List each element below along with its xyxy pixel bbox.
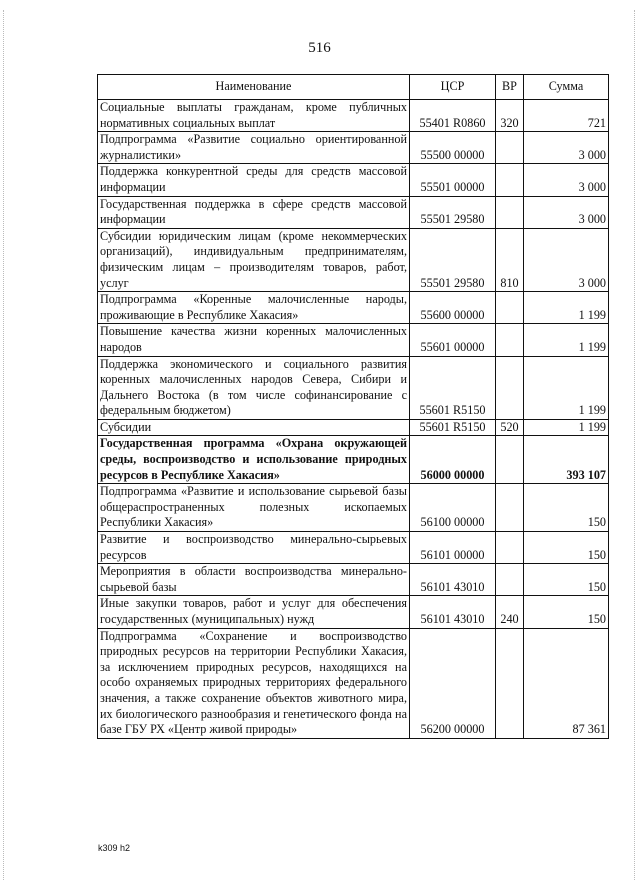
page-number: 516 xyxy=(308,40,331,56)
row-csr: 55501 29580 xyxy=(410,196,496,228)
row-vr xyxy=(496,356,524,419)
row-vr xyxy=(496,292,524,324)
row-csr: 56200 00000 xyxy=(410,628,496,738)
row-csr: 55600 00000 xyxy=(410,292,496,324)
row-name: Иные закупки товаров, работ и услуг для обеспечения государственных (муниципальных) нужд xyxy=(98,596,410,628)
row-sum: 1 199 xyxy=(524,292,609,324)
row-csr: 56101 00000 xyxy=(410,532,496,564)
row-name: Государственная программа «Охрана окружающей среды, воспроизводство и использование природных ресурсов в Республике Хакасия» xyxy=(98,436,410,484)
header-name: Наименование xyxy=(98,75,410,100)
table-row xyxy=(98,564,609,596)
row-csr: 56101 43010 xyxy=(410,564,496,596)
table-row xyxy=(98,164,609,196)
table-row xyxy=(98,436,609,484)
table-row xyxy=(98,292,609,324)
row-name: Государственная поддержка в сфере средств массовой информации xyxy=(98,196,410,228)
row-vr xyxy=(496,628,524,738)
row-csr: 55401 R0860 xyxy=(410,100,496,132)
row-sum: 150 xyxy=(524,596,609,628)
row-sum: 1 199 xyxy=(524,324,609,356)
row-sum: 150 xyxy=(524,484,609,532)
row-name: Повышение качества жизни коренных малочисленных народов xyxy=(98,324,410,356)
row-vr: 320 xyxy=(496,100,524,132)
table-row xyxy=(98,484,609,532)
row-vr xyxy=(496,436,524,484)
row-sum: 393 107 xyxy=(524,436,609,484)
header-sum: Сумма xyxy=(524,75,609,100)
table-row xyxy=(98,228,609,291)
table-row xyxy=(98,324,609,356)
table-row xyxy=(98,596,609,628)
row-sum: 3 000 xyxy=(524,196,609,228)
row-sum: 721 xyxy=(524,100,609,132)
row-name: Социальные выплаты гражданам, кроме публичных нормативных социальных выплат xyxy=(98,100,410,132)
table-row xyxy=(98,132,609,164)
table-row xyxy=(98,628,609,738)
right-edge-mark xyxy=(634,10,636,880)
table-row xyxy=(98,419,609,436)
row-csr: 56000 00000 xyxy=(410,436,496,484)
row-name: Развитие и воспроизводство минерально-сырьевых ресурсов xyxy=(98,532,410,564)
row-sum: 150 xyxy=(524,564,609,596)
table-header-row xyxy=(98,75,609,100)
table-row xyxy=(98,356,609,419)
row-csr: 56100 00000 xyxy=(410,484,496,532)
row-vr: 520 xyxy=(496,419,524,436)
left-edge-mark xyxy=(3,10,5,880)
row-vr xyxy=(496,484,524,532)
row-sum: 3 000 xyxy=(524,164,609,196)
row-sum: 150 xyxy=(524,532,609,564)
row-vr xyxy=(496,532,524,564)
row-csr: 56101 43010 xyxy=(410,596,496,628)
header-vr: ВР xyxy=(496,75,524,100)
row-name: Подпрограмма «Развитие и использование сырьевой базы общераспространенных полезных ископаемых Республики Хакасия» xyxy=(98,484,410,532)
row-name: Подпрограмма «Развитие социально ориентированной журналистики» xyxy=(98,132,410,164)
row-name: Субсидии xyxy=(98,419,410,436)
row-csr: 55601 R5150 xyxy=(410,419,496,436)
document-code: k309 h2 xyxy=(98,843,131,853)
table-row xyxy=(98,100,609,132)
row-name: Мероприятия в области воспроизводства минерально-сырьевой базы xyxy=(98,564,410,596)
row-sum: 3 000 xyxy=(524,132,609,164)
row-csr: 55601 00000 xyxy=(410,324,496,356)
row-sum: 1 199 xyxy=(524,356,609,419)
table-row xyxy=(98,196,609,228)
row-csr: 55500 00000 xyxy=(410,132,496,164)
row-vr xyxy=(496,132,524,164)
row-name: Подпрограмма «Сохранение и воспроизводство природных ресурсов на территории Республики Хакасия, за исключением природных ресурсов, находящихся на особо охраняемых природных территориях федерального значения, а также сохранение объектов животного мира, их биологического разнообразия и генетического фонда на базе ГБУ РХ «Центр живой природы» xyxy=(98,628,410,738)
row-name: Подпрограмма «Коренные малочисленные народы, проживающие в Республике Хакасия» xyxy=(98,292,410,324)
budget-table xyxy=(97,74,609,739)
row-csr: 55501 00000 xyxy=(410,164,496,196)
row-vr xyxy=(496,164,524,196)
row-vr xyxy=(496,324,524,356)
row-vr: 810 xyxy=(496,228,524,291)
row-sum: 87 361 xyxy=(524,628,609,738)
row-csr: 55601 R5150 xyxy=(410,356,496,419)
row-vr xyxy=(496,196,524,228)
row-name: Субсидии юридическим лицам (кроме некоммерческих организаций), индивидуальным предпринимателям, физическим лицам – производителям товаров, работ, услуг xyxy=(98,228,410,291)
row-csr: 55501 29580 xyxy=(410,228,496,291)
row-vr xyxy=(496,564,524,596)
row-sum: 3 000 xyxy=(524,228,609,291)
row-name: Поддержка экономического и социального развития коренных малочисленных народов Севера, Сибири и Дальнего Востока (в том числе софинансирование с федеральным бюджетом) xyxy=(98,356,410,419)
header-csr: ЦСР xyxy=(410,75,496,100)
row-sum: 1 199 xyxy=(524,419,609,436)
row-name: Поддержка конкурентной среды для средств массовой информации xyxy=(98,164,410,196)
row-vr: 240 xyxy=(496,596,524,628)
table-row xyxy=(98,532,609,564)
